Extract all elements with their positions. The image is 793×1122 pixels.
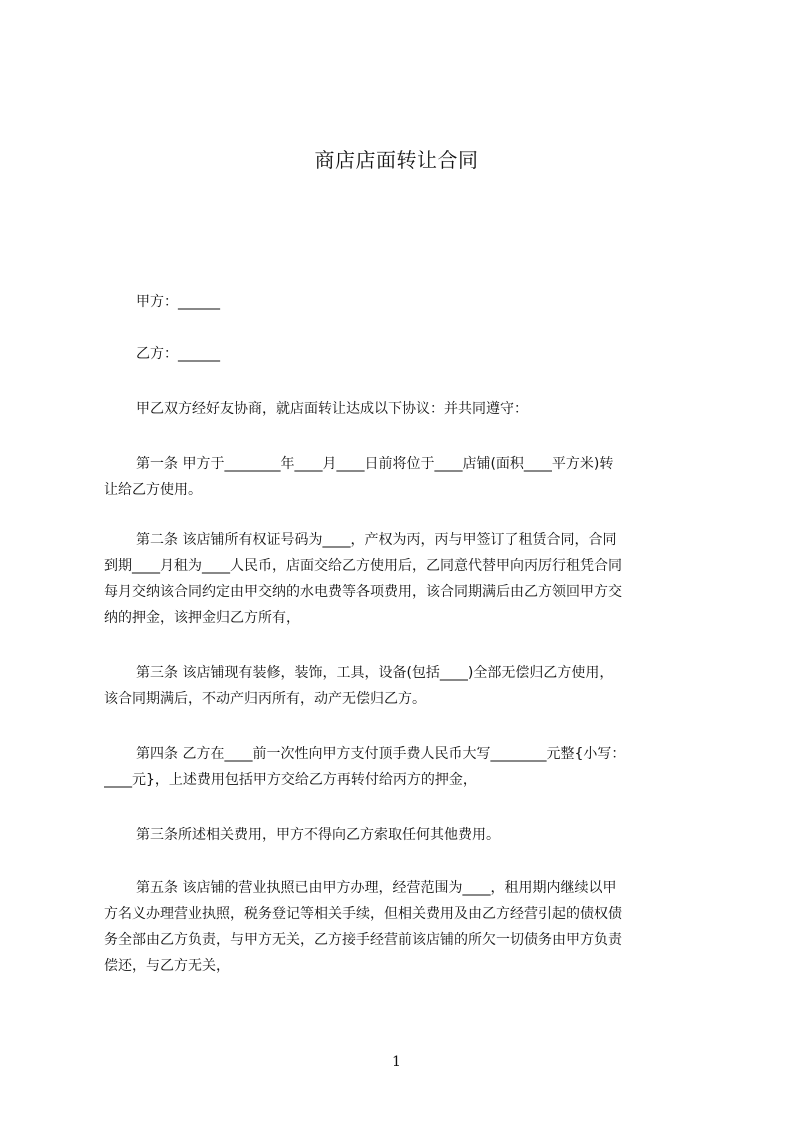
clause4-line1: 第四条 乙方在____前一次性向甲方支付顶手费人民币大写________元整{小写： [136, 746, 626, 762]
clause1-line1: 第一条 甲方于________年____月____日前将位于____店铺(面积____平方米)转 [136, 456, 614, 472]
clause2-line2: 到期____月租为____人民币，店面交给乙方使用后，乙同意代替甲向丙厉行租凭合同 [104, 558, 622, 574]
clause1-line2: 让给乙方使用。 [104, 482, 202, 498]
clause5-line1: 第五条 该店铺的营业执照已由甲方办理，经营范围为____，租用期内继续以甲 [136, 880, 617, 896]
intro-paragraph: 甲乙双方经好友协商，就店面转让达成以下协议：并共同遵守： [136, 401, 528, 417]
clause2-line4: 纳的押金，该押金归乙方所有， [104, 610, 300, 626]
clause5-line3: 务全部由乙方负责，与甲方无关，乙方接手经营前该店铺的所欠一切债务由甲方负责 [104, 932, 622, 948]
clause4-line2: ____元}，上述费用包括甲方交给乙方再转付给丙方的押金， [104, 772, 477, 788]
party-b-line: 乙方：______ [136, 346, 220, 362]
document-title: 商店店面转让合同 [314, 148, 479, 172]
clause5-line2: 方名义办理营业执照，税务登记等相关手续，但相关费用及由乙方经营引起的债权债 [104, 906, 622, 922]
clause-note: 第三条所述相关费用，甲方不得向乙方索取任何其他费用。 [136, 827, 500, 843]
clause5-line4: 偿还，与乙方无关， [104, 958, 230, 974]
party-a-line: 甲方：______ [136, 294, 220, 310]
clause2-line3: 每月交纳该合同约定由甲交纳的水电费等各项费用，该合同期满后由乙方领回甲方交 [104, 584, 622, 600]
page-number: 1 [392, 1054, 401, 1070]
clause2-line1: 第二条 该店铺所有权证号码为____，产权为丙，丙与甲签订了租赁合同，合同 [136, 532, 617, 548]
clause3-line2: 该合同期满后，不动产归丙所有，动产无偿归乙方。 [104, 691, 426, 707]
clause3-line1: 第三条 该店铺现有装修，装饰，工具，设备(包括____)全部无偿归乙方使用， [136, 665, 614, 681]
